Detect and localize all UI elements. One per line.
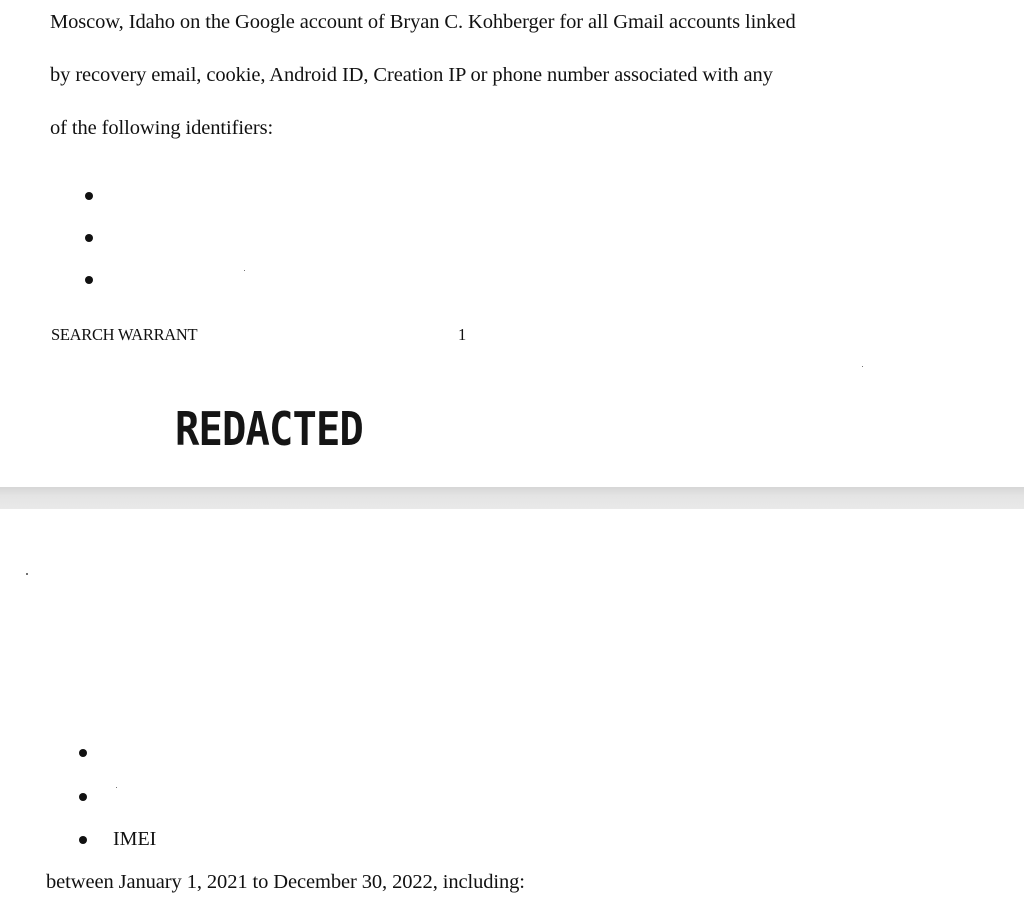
paragraph-line-2: by recovery email, cookie, Android ID, Creation IP or phone number associated with any xyxy=(50,64,773,86)
list-item-bullet xyxy=(85,276,93,284)
list-item-bullet xyxy=(85,192,93,200)
scan-speck xyxy=(244,270,245,271)
scan-speck xyxy=(116,787,117,788)
footer-label: SEARCH WARRANT xyxy=(51,325,198,344)
paragraph-line-1: Moscow, Idaho on the Google account of Bryan C. Kohberger for all Gmail accounts linked xyxy=(50,11,796,33)
list-item-bullet xyxy=(79,836,87,844)
closing-line: between January 1, 2021 to December 30, 2022, including: xyxy=(46,871,525,893)
list-item-text: IMEI xyxy=(113,828,157,850)
redacted-stamp: REDACTED xyxy=(175,402,363,456)
scan-speck xyxy=(26,573,28,575)
scan-speck xyxy=(862,366,863,367)
list-item-bullet xyxy=(79,749,87,757)
paragraph-line-3: of the following identifiers: xyxy=(50,117,274,139)
page-number: 1 xyxy=(458,325,467,344)
document-page-2 xyxy=(0,509,1024,901)
list-item-bullet xyxy=(85,234,93,242)
list-item-bullet xyxy=(79,793,87,801)
page-separator xyxy=(0,487,1024,509)
